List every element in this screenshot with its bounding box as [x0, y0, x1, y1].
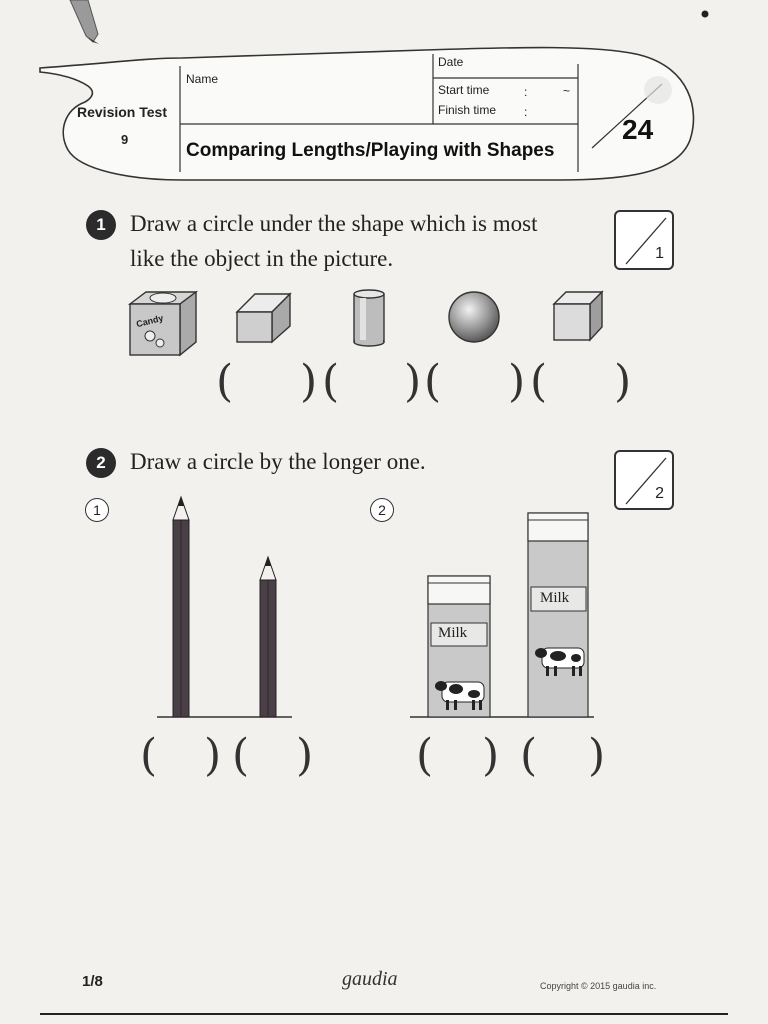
question-2-text: Draw a circle by the longer one. [130, 449, 426, 474]
total-score: 24 [622, 114, 654, 145]
name-field[interactable] [240, 70, 428, 120]
finish-time-label: Finish time [438, 103, 497, 117]
question-1-text-line1: Draw a circle under the shape which is most [130, 211, 538, 236]
q2p1-paren-open-1: ( [140, 730, 158, 781]
q1-answer-slot-cube[interactable] [548, 362, 612, 406]
worksheet-title: Comparing Lengths/Playing with Shapes [186, 140, 555, 161]
question-1-points: 1 [655, 245, 664, 262]
pencil-decoration-icon [70, 0, 99, 44]
question-1-text-line2: like the object in the picture. [130, 246, 394, 271]
q2p2-paren-close-2: ) [588, 730, 606, 781]
start-time-field[interactable] [500, 82, 574, 100]
brand-logo: gaudia [342, 968, 398, 990]
q2p2-paren-open-2: ( [520, 730, 538, 781]
q1-paren-close-1: ) [300, 356, 318, 407]
time-range-tilde: ~ [563, 84, 571, 98]
q1-paren-close-3: ) [508, 356, 526, 407]
cylinder-icon [354, 290, 384, 346]
rectangular-prism-icon [237, 294, 290, 342]
start-time-label: Start time [438, 83, 490, 97]
q2p1-answer-slot-long-pencil[interactable] [158, 736, 204, 780]
q2p1-paren-close-1: ) [204, 730, 222, 781]
q2p1-paren-close-2: ) [296, 730, 314, 781]
q2p1-paren-open-2: ( [232, 730, 250, 781]
question-1-number: 1 [86, 210, 116, 240]
question-2-part-2-number: 2 [370, 498, 394, 522]
q2p2-answer-slot-short-carton[interactable] [434, 736, 482, 780]
tall-milk-carton-icon [528, 513, 588, 717]
test-label: Revision Test [77, 104, 167, 120]
q1-paren-open-3: ( [424, 356, 442, 407]
date-label: Date [438, 55, 464, 69]
page-number: 1/8 [82, 973, 103, 990]
date-field[interactable] [470, 54, 574, 74]
q1-answer-slot-prism[interactable] [234, 362, 300, 406]
cube-icon [554, 292, 602, 340]
question-2-score-box[interactable] [614, 450, 674, 510]
question-2-number: 2 [86, 448, 116, 478]
q1-answer-slot-cylinder[interactable] [340, 362, 404, 406]
q1-paren-open-4: ( [530, 356, 548, 407]
copyright: Copyright © 2015 gaudia inc. [540, 981, 657, 991]
sphere-icon [449, 292, 499, 342]
q1-paren-close-4: ) [614, 356, 632, 407]
tall-carton-milk-label: Milk [540, 590, 570, 606]
candy-label: Candy [135, 312, 165, 330]
dot-mark [702, 11, 709, 18]
q1-answer-slot-sphere[interactable] [442, 362, 506, 406]
q2p1-answer-slot-short-pencil[interactable] [250, 736, 296, 780]
question-2-part-1-number: 1 [85, 498, 109, 522]
q2p2-paren-close-1: ) [482, 730, 500, 781]
test-number: 9 [121, 132, 129, 147]
q1-paren-open-2: ( [322, 356, 340, 407]
finish-time-colon: : [524, 105, 528, 119]
q1-paren-close-2: ) [404, 356, 422, 407]
q2p2-paren-open-1: ( [416, 730, 434, 781]
question-2-points: 2 [655, 485, 664, 502]
q2p2-answer-slot-tall-carton[interactable] [538, 736, 588, 780]
short-carton-milk-label: Milk [438, 625, 468, 641]
start-time-colon: : [524, 85, 528, 99]
finish-time-field[interactable] [500, 102, 574, 120]
q1-paren-open-1: ( [216, 356, 234, 407]
long-pencil-icon [173, 497, 189, 717]
question-1-score-box[interactable] [614, 210, 674, 270]
name-label: Name [186, 72, 219, 86]
short-milk-carton-icon [428, 576, 490, 717]
short-pencil-icon [260, 557, 276, 717]
